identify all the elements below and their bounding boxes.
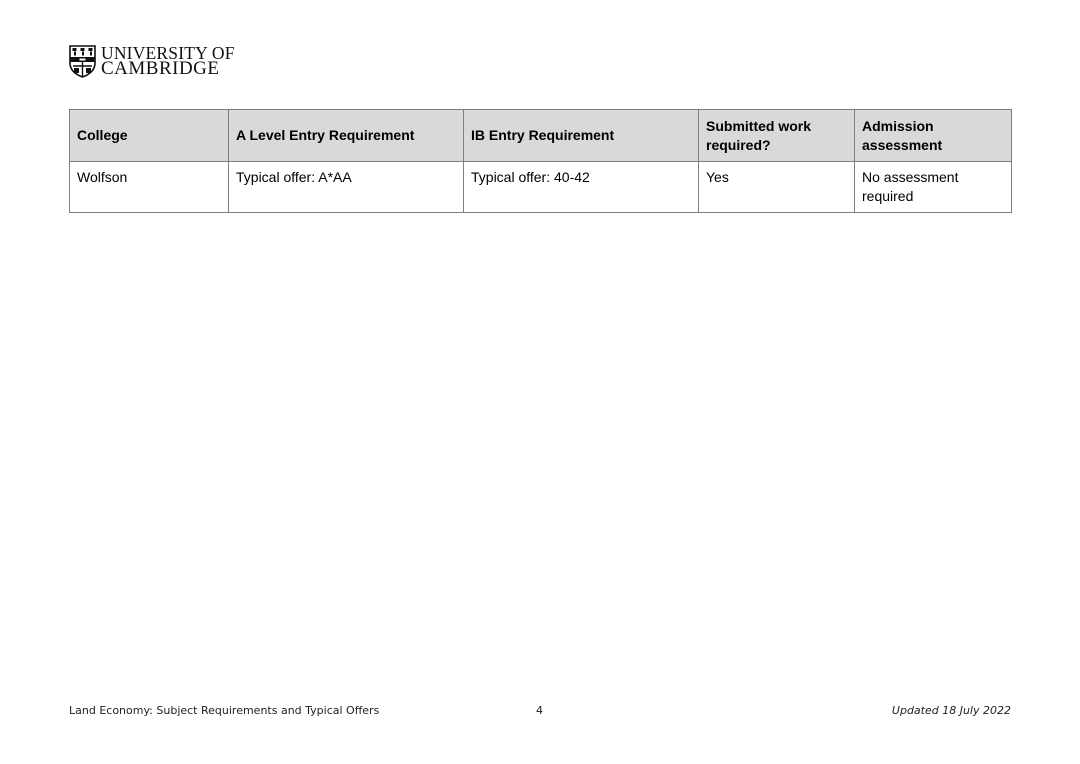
entry-requirements-table [69,109,1012,213]
column-header-admission-assessment: Admission assessment [855,110,1012,162]
cell-ib: Typical offer: 40-42 [464,162,699,213]
cell-a-level: Typical offer: A*AA [229,162,464,213]
table-header-row [70,110,1012,162]
cell-admission-assessment: No assessment required [855,162,1012,213]
column-header-ib: IB Entry Requirement [464,110,699,162]
cell-submitted-work: Yes [699,162,855,213]
cell-college: Wolfson [70,162,229,213]
footer-updated-date: Updated 18 July 2022 [891,704,1011,717]
column-header-submitted-work: Submitted work required? [699,110,855,162]
column-header-a-level: A Level Entry Requirement [229,110,464,162]
cambridge-crest-icon [69,45,96,78]
footer-document-title: Land Economy: Subject Requirements and Typical Offers [69,704,380,717]
logo-line-2: CAMBRIDGE [101,58,220,79]
footer-page-number: 4 [536,704,543,717]
logo-line-1: UNIVERSITY OF [101,43,235,63]
logo-wordmark [101,45,235,77]
university-logo [69,44,235,78]
column-header-college: College [70,110,229,162]
table-row [70,162,1012,213]
